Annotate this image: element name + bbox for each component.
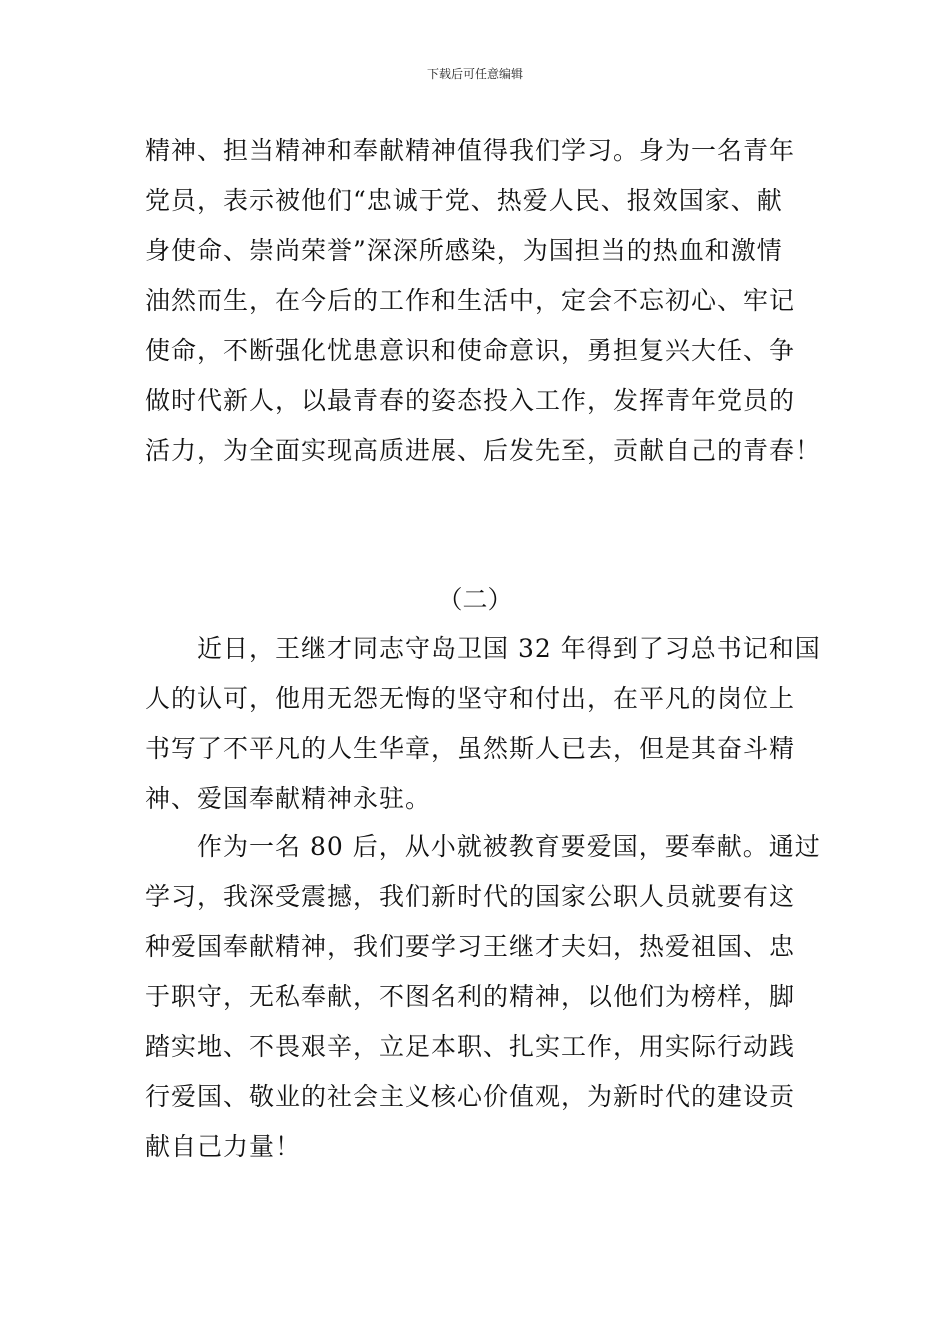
text-line: 精神、担当精神和奉献精神值得我们学习。身为一名青年: [145, 136, 796, 165]
text-line: 书写了不平凡的人生华章，虽然斯人已去，但是其奋斗精: [145, 734, 796, 763]
paragraph-2a: [145, 624, 821, 824]
text-line: 学习，我深受震撼，我们新时代的国家公职人员就要有这: [145, 882, 796, 911]
text-line: 于职守，无私奉献，不图名利的精神，以他们为榜样，脚: [145, 982, 796, 1011]
text-line: 人的认可，他用无怨无悔的坚守和付出，在平凡的岗位上: [145, 684, 796, 713]
text-line: 作为一名 80 后，从小就被教育要爱国，要奉献。通过: [197, 832, 821, 861]
page-header-note: 下载后可任意编辑: [426, 67, 523, 81]
text-line: 献自己力量！: [145, 1132, 302, 1161]
paragraph-1: [145, 126, 822, 476]
text-line: 使命，不断强化忧患意识和使命意识，勇担复兴大任、争: [145, 336, 796, 365]
section-title: （二）: [437, 585, 513, 614]
text-line: 神、爱国奉献精神永驻。: [145, 784, 432, 813]
text-line: 踏实地、不畏艰辛，立足本职、扎实工作，用实际行动践: [145, 1032, 796, 1061]
text-line: 近日，王继才同志守岛卫国 32 年得到了习总书记和国: [197, 634, 821, 663]
text-line: 党员，表示被他们“忠诚于党、热爱人民、报效国家、献: [145, 186, 783, 215]
text-line: 行爱国、敬业的社会主义核心价值观，为新时代的建设贡: [145, 1082, 796, 1111]
paragraph-2b: [145, 822, 821, 1172]
text-line: 活力，为全面实现高质进展、后发先至，贡献自己的青春！: [145, 436, 822, 465]
text-line: 油然而生，在今后的工作和生活中，定会不忘初心、牢记: [145, 286, 796, 315]
text-line: 身使命、崇尚荣誉”深深所感染，为国担当的热血和激情: [145, 236, 783, 265]
text-line: 种爱国奉献精神，我们要学习王继才夫妇，热爱祖国、忠: [145, 932, 796, 961]
text-line: 做时代新人，以最青春的姿态投入工作，发挥青年党员的: [145, 386, 796, 415]
